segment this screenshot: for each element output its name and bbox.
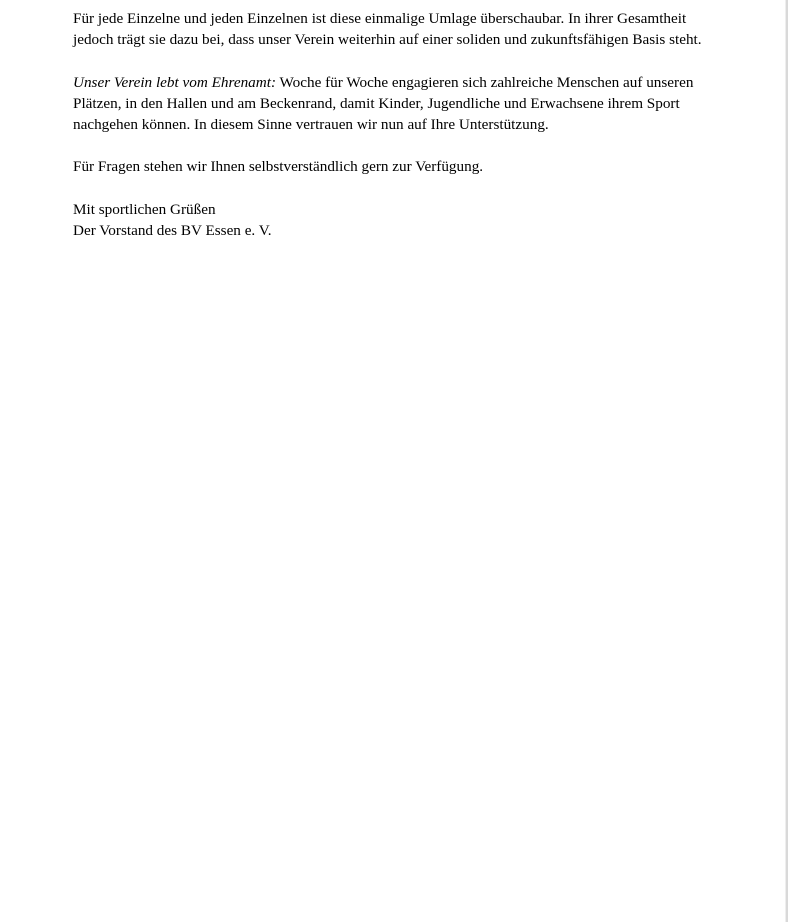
paragraph-line: Plätzen, in den Hallen und am Beckenrand, damit Kinder, Jugendliche und Erwachsene ihrem Sport xyxy=(73,94,680,112)
paragraph-volunteering xyxy=(73,72,773,136)
paragraph-line: Für Fragen stehen wir Ihnen selbstverständlich gern zur Verfügung. xyxy=(73,158,484,176)
paragraph-line xyxy=(73,72,773,93)
paragraph-contribution xyxy=(73,8,773,51)
paragraph-line-rest: Woche für Woche engagieren sich zahlreiche Menschen auf unseren xyxy=(276,73,694,91)
letter-body xyxy=(73,8,773,262)
paragraph-line: nachgehen können. In diesem Sinne vertrauen wir nun auf Ihre Unterstützung. xyxy=(73,116,549,134)
closing-signatory: Der Vorstand des BV Essen e. V. xyxy=(73,222,272,240)
closing-block xyxy=(73,199,773,242)
paragraph-line: jedoch trägt sie dazu bei, dass unser Verein weiterhin auf einer soliden und zukunftsfähigen Basis steht. xyxy=(73,31,702,49)
paragraph-line: Für jede Einzelne und jeden Einzelnen ist diese einmalige Umlage überschaubar. In ihrer Gesamtheit xyxy=(73,10,687,27)
italic-lead-phrase: Unser Verein lebt vom Ehrenamt: xyxy=(73,73,277,91)
closing-greeting: Mit sportlichen Grüßen xyxy=(73,200,216,218)
paragraph-questions xyxy=(73,156,773,177)
